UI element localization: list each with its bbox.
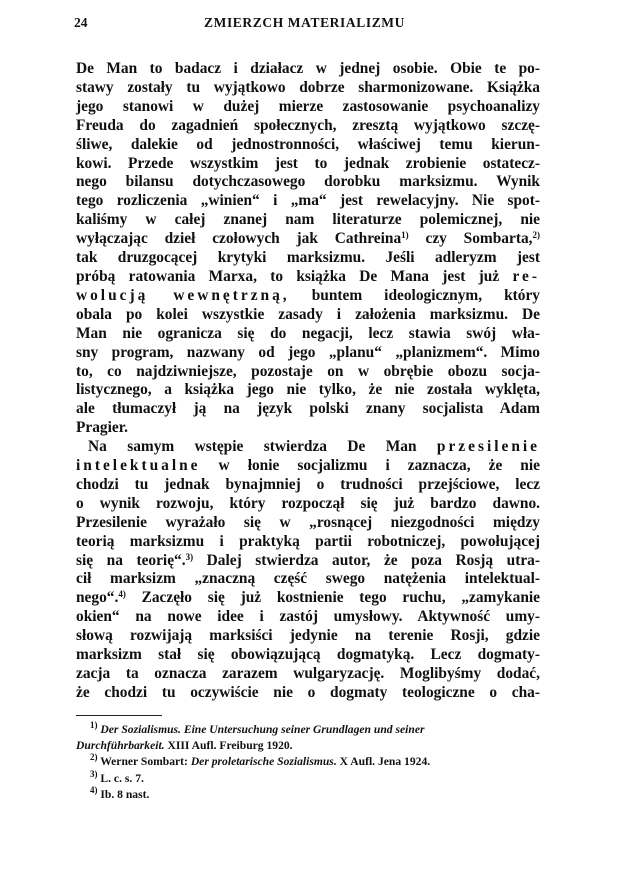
footnote-title: Der proletarische Sozialismus. [190, 755, 337, 769]
emphasis-spaced: przesilenie [436, 438, 540, 456]
text-line: kowi. Przede wszystkim jest to jednak zrobienie ostatecz- [76, 154, 540, 172]
text-line: De Man to badacz i działacz w jednej osobie. Obie te po- [76, 60, 540, 77]
text-line: ale tłumaczył ją na język polski znany socjalista Adam [76, 400, 540, 418]
footnote-title: Durchführbarkeit. [76, 739, 165, 753]
footnote-ref: 3) [185, 551, 194, 562]
text-fragment: się na teorię“. [76, 551, 186, 569]
footnote-1 [76, 722, 540, 738]
footnote-ref: 2) [532, 230, 540, 241]
footnote-mark: 4) [90, 784, 98, 795]
text-line [76, 268, 540, 287]
text-line [76, 552, 540, 571]
text-fragment: Zaczęło się już kostnienie tego ruchu, „zamykanie [141, 589, 540, 607]
text-line [76, 457, 540, 476]
footnote-3 [76, 768, 540, 787]
emphasis-spaced: re- [512, 267, 540, 285]
text-line: Man nie ogranicza się do negacji, lecz stawia swój wła- [76, 324, 540, 342]
text-line: jego stanowi w dużej mierze zastosowanie psychoanalizy [76, 97, 540, 115]
footnote-divider [76, 715, 162, 716]
text-line: kaliśmy w całej znanej nam literaturze polemicznej, nie [76, 211, 540, 229]
footnote-text: X Aufl. Jena 1924. [339, 755, 431, 769]
text-line: Freuda do zagadnień społecznych, zresztą wyjątkowo szczę- [76, 116, 540, 134]
footnote-mark: 1) [90, 720, 98, 730]
text-line [76, 589, 540, 608]
footnotes [76, 722, 540, 803]
text-line: tak druzgocącej krytyki marksizmu. Jeśli adleryzm jest [76, 249, 540, 267]
main-text [76, 60, 540, 703]
emphasis-spaced: intelektualne [76, 457, 201, 475]
text-line [76, 230, 540, 249]
footnote-text: Ib. 8 nast. [100, 787, 150, 801]
text-line: słową rozwijają marksiści jedynie na terenie Rosji, gdzie [76, 627, 540, 645]
text-line: to, co najdziwniejsze, pozostaje on w obrębie obozu socja- [76, 362, 540, 380]
text-line: nego bilansu dotychczasowego dorobku marksizmu. Wynik [76, 173, 540, 191]
text-line: stawy zostały tu wyjątkowo dobrze sharmonizowane. Książka [76, 78, 540, 96]
page-header [58, 13, 551, 35]
text-line: obala po kolei wszystkie zasady i założenia marksizmu. De [76, 305, 540, 323]
footnote-mark: 2) [90, 752, 98, 763]
text-line: listycznego, a książka jego nie tylko, że nie została wyklęta, [76, 381, 540, 399]
footnote-4 [76, 784, 540, 803]
text-line [76, 287, 540, 306]
text-line: marksizm stał się obowiązującą dogmatyką. Lecz dogmaty- [76, 646, 540, 664]
footnote-title: Der Sozialismus. Eine Untersuchung seiner Grundlagen und seiner [100, 723, 425, 736]
text-line: śliwe, dalekie od jednostronności, właściwej temu kierun- [76, 135, 540, 153]
text-line [76, 438, 540, 457]
text-line: cił marksizm „znaczną część swego natężenia intelektual- [76, 570, 540, 588]
footnote-ref: 1) [401, 230, 409, 241]
footnote-mark: 3) [90, 768, 98, 779]
footnote-text: Werner Sombart: [100, 755, 188, 769]
page-number: 24 [74, 15, 88, 30]
text-line: o wynik rozwoju, który rozpoczął się już bardzo dawno. [76, 494, 540, 512]
emphasis-spaced: wolucją wewnętrzną, [76, 286, 290, 304]
text-fragment: buntem ideologicznym, który [311, 286, 540, 304]
text-line: że chodzi tu oczywiście nie o dogmaty teologiczne o cha- [76, 683, 540, 701]
footnote-1-cont [76, 738, 540, 754]
text-line: Przesilenie wyrażało się w „rosnącej niezgodności między [76, 513, 540, 531]
text-fragment: wyłączając dzieł czołowych jak Cathreina [76, 230, 402, 248]
text-line: tego rozliczenia „winien“ i „ma“ jest rewelacyjny. Nie spot- [76, 192, 540, 210]
text-line: okien“ na nowe idee i zastój umysłowy. Aktywność umy- [76, 608, 540, 626]
text-fragment: w łonie socjalizmu i zaznacza, że nie [218, 457, 540, 475]
text-fragment: czy Sombarta, [425, 230, 533, 248]
footnote-text: XIII Aufl. Freiburg 1920. [167, 739, 293, 753]
text-line: chodzi tu jednak bynajmniej o trudności przejściowe, lecz [76, 475, 540, 493]
footnote-ref: 4) [118, 589, 126, 600]
footnote-2 [76, 754, 540, 770]
text-fragment: Na samym wstępie stwierdza De Man [88, 438, 417, 456]
footnote-text: L. c. s. 7. [100, 771, 144, 785]
text-line: Pragier. [76, 419, 128, 437]
text-fragment: nego“. [76, 589, 119, 607]
text-fragment: Dalej stwierdza autor, że poza Rosją utra- [206, 551, 540, 569]
running-title: ZMIERZCH MATERIALIZMU [204, 15, 405, 30]
text-line: sny program, nazwany od jego „planu“ „planizmem“. Mimo [76, 343, 540, 361]
text-fragment: próbą ratowania Marxa, to książka De Mana jest już [76, 267, 500, 285]
text-line: zacja ta oznacza zarazem wulgaryzację. Moglibyśmy dodać, [76, 665, 540, 682]
text-line: teorią marksizmu i praktyką partii robotniczej, powołującej [76, 532, 540, 550]
